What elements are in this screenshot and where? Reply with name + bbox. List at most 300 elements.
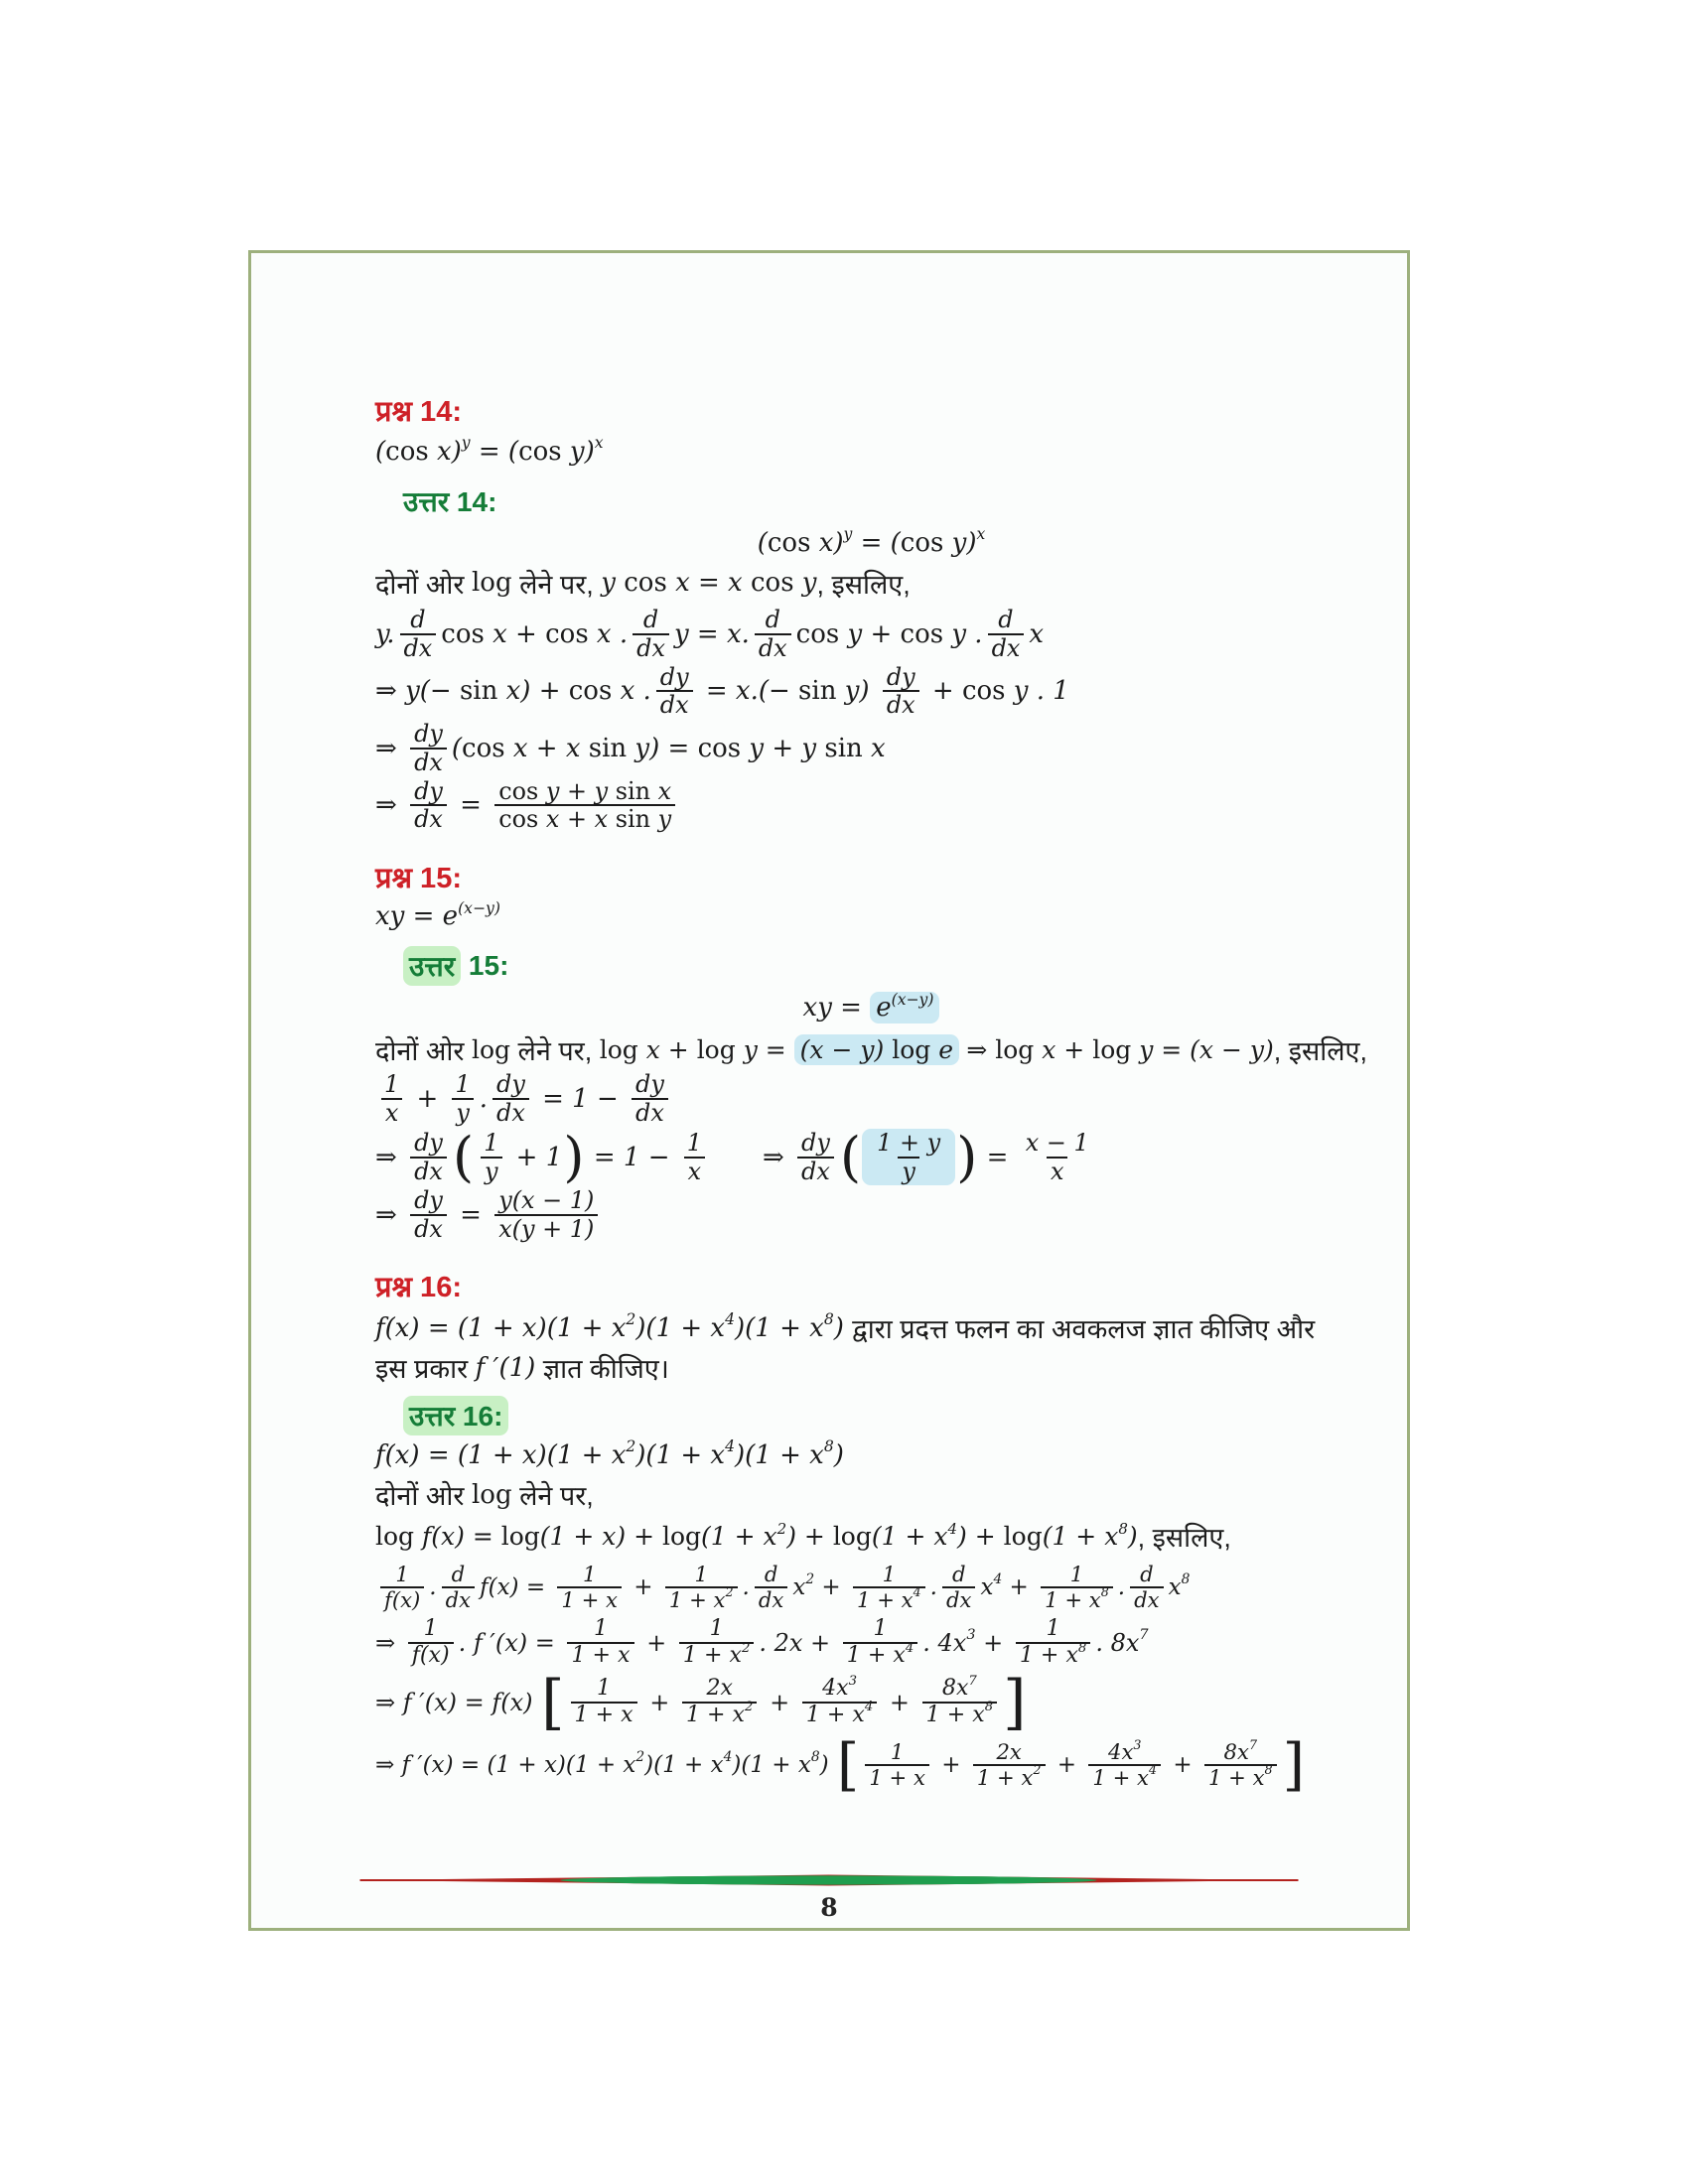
math-text: ( [451, 733, 463, 763]
denominator [408, 1642, 454, 1669]
superscript: 4 [725, 1310, 736, 1329]
math-text: + [933, 1751, 968, 1778]
denominator [802, 1702, 877, 1728]
math-text: = x.(− [697, 676, 799, 707]
fraction [922, 1673, 997, 1727]
math-text: + [975, 1629, 1011, 1658]
superscript: 4 [864, 1700, 874, 1715]
fraction [410, 1130, 447, 1185]
math-text: f(x) = (1 + x)(1 + x [375, 1312, 627, 1343]
fraction [973, 1740, 1046, 1789]
math-text: + [626, 1573, 660, 1600]
math-text: y) [836, 676, 878, 707]
denominator [942, 1586, 975, 1612]
math-text: 1 + x [561, 1586, 618, 1612]
denominator [853, 1586, 925, 1612]
fraction [682, 1677, 757, 1727]
fraction [480, 1130, 502, 1185]
fraction [755, 607, 791, 662]
equation-14-result [375, 778, 1367, 834]
math-operator: ⇒ [375, 1688, 403, 1716]
math-text: = 1 − [585, 1142, 678, 1172]
math-text: f ′(x) = f(x) [402, 1688, 541, 1716]
math-text: . 2x + [759, 1629, 838, 1658]
math-text: d [764, 1561, 778, 1586]
numerator [870, 1617, 892, 1642]
equation-15-step2 [375, 1125, 1367, 1189]
answer-16-heading [375, 1396, 1367, 1435]
math-text: 4x [1107, 1738, 1134, 1764]
numerator [494, 778, 675, 805]
numerator [593, 1677, 615, 1702]
hindi-text: इस प्रकार [375, 1354, 476, 1385]
math-text: e [876, 993, 892, 1024]
math-text: 1 + x [846, 1643, 906, 1669]
equation-q15-given [375, 896, 1367, 936]
math-text: 1 [423, 1616, 438, 1642]
math-text: dx [496, 1099, 525, 1128]
denominator [481, 1157, 502, 1185]
math-text: dx [635, 1099, 664, 1128]
equation-16-result [375, 1730, 1367, 1798]
math-text: 1 [694, 1561, 708, 1586]
math-text: . f ′(x) = [458, 1629, 563, 1658]
fraction [632, 1071, 668, 1127]
fraction [1041, 1563, 1113, 1611]
math-operator: log [661, 1522, 702, 1552]
superscript: 8 [823, 1310, 834, 1329]
math-operator: log [599, 1034, 638, 1064]
math-operator: cos [767, 528, 811, 558]
fraction [494, 778, 675, 834]
math-text: dx [1134, 1586, 1160, 1612]
math-text: 1 [582, 1561, 597, 1586]
denominator [1204, 1764, 1277, 1790]
numerator [1066, 1563, 1087, 1586]
math-operator: sin [615, 776, 651, 805]
numerator [420, 1617, 442, 1642]
math-text: + [882, 1688, 917, 1716]
math-operator: log [696, 1034, 736, 1064]
math-text: 1 + x [805, 1702, 865, 1727]
math-text: x [862, 733, 886, 763]
fraction [571, 1677, 637, 1727]
math-text: x + x [504, 733, 589, 763]
question-15-heading [375, 857, 1367, 896]
math-text: y. [375, 618, 395, 649]
denominator [865, 1764, 929, 1790]
math-operator: ⇒ [375, 1629, 403, 1658]
numerator [706, 1617, 728, 1642]
equation-q15-restate [375, 988, 1367, 1027]
math-text: 1 + x [685, 1702, 746, 1727]
superscript: 8 [1100, 1584, 1109, 1600]
math-text: dy [414, 1128, 443, 1157]
math-text: = 1 − [533, 1084, 628, 1115]
question-16-heading [375, 1267, 1367, 1306]
numerator [762, 607, 784, 633]
math-text: = [978, 1142, 1017, 1172]
math-text: x [1029, 618, 1045, 649]
fraction [567, 1617, 633, 1668]
math-operator: cos [750, 568, 794, 598]
superscript: 7 [1248, 1736, 1258, 1752]
fraction [656, 664, 693, 720]
math-text: y [485, 1157, 498, 1185]
math-text: = [451, 790, 491, 821]
denominator [1041, 1586, 1113, 1612]
math-operator: cos [545, 618, 589, 649]
fraction [1016, 1617, 1090, 1668]
superscript: 4 [993, 1571, 1003, 1588]
math-text: dy [496, 1070, 525, 1099]
hindi-text: उत्तर [409, 951, 456, 983]
math-operator: log [500, 1522, 540, 1552]
denominator [988, 633, 1025, 662]
math-text: dx [636, 633, 665, 662]
numerator [656, 664, 693, 691]
math-text: 2x [996, 1738, 1022, 1764]
denominator [400, 633, 437, 662]
hindi-text: , इसलिए, [1273, 1035, 1367, 1066]
math-text: y . [943, 618, 983, 649]
math-text: x = x [666, 568, 751, 598]
hindi-text: प्रश्न 15: [375, 862, 462, 894]
superscript: 8 [810, 1748, 820, 1765]
hindi-text: , इसलिए, [816, 569, 911, 600]
superscript: 8 [984, 1700, 994, 1715]
stretch-delimiter: [ [541, 1667, 565, 1737]
math-text: ) [833, 1439, 844, 1470]
superscript: 8 [1077, 1640, 1087, 1656]
math-text: = ( [852, 528, 901, 558]
stretch-delimiter: ( [452, 1125, 475, 1189]
denominator [494, 1214, 598, 1243]
math-text: y) [943, 528, 977, 558]
superscript: x [594, 434, 604, 453]
math-text: x [687, 1157, 702, 1185]
numerator [452, 1071, 475, 1098]
superscript: 4 [905, 1640, 914, 1656]
math-text: + 1 [507, 1142, 563, 1172]
superscript: 3 [1133, 1736, 1142, 1752]
math-text: 1 [384, 1070, 400, 1099]
superscript: 2 [626, 1437, 636, 1456]
math-text: d [410, 606, 426, 633]
math-text: 1 + y [877, 1128, 941, 1157]
math-text: )(1 + x [732, 1751, 811, 1778]
math-text: y + y [741, 733, 825, 763]
math-text: x(y + 1) [498, 1215, 595, 1244]
denominator [494, 804, 675, 833]
numerator [494, 1187, 598, 1214]
superscript: 2 [1033, 1762, 1042, 1778]
math-text: ) [1127, 1522, 1138, 1552]
math-text: d [1140, 1561, 1154, 1586]
math-operator: cos [961, 676, 1006, 707]
fraction [665, 1563, 738, 1611]
numerator [480, 1130, 502, 1157]
numerator [579, 1563, 600, 1586]
math-text: ) [819, 1751, 836, 1778]
math-text: d [642, 606, 659, 633]
text-take-log-15 [375, 1029, 1367, 1069]
stretch-delimiter: ( [839, 1125, 862, 1189]
numerator [492, 1071, 529, 1098]
math-text: ( [757, 528, 768, 558]
math-text: dx [445, 1586, 472, 1612]
math-text: x + [1034, 1034, 1093, 1064]
denominator [973, 1764, 1046, 1790]
fraction [410, 721, 447, 776]
equation-q16-restate [375, 1435, 1367, 1475]
math-text: e [930, 1034, 954, 1064]
math-text: 1 [873, 1616, 888, 1642]
math-operator: ⇒ [966, 1034, 996, 1064]
denominator [492, 1098, 529, 1127]
math-text: y) [561, 437, 595, 467]
math-operator: cos [697, 733, 742, 763]
equation-15-result [375, 1187, 1367, 1243]
page-number: 8 [820, 1893, 838, 1922]
superscript: 4 [1148, 1762, 1158, 1778]
math-text: xy = [802, 993, 871, 1024]
math-text: f ′(x) = (1 + x)(1 + x [401, 1751, 636, 1778]
math-text: + [762, 1688, 797, 1716]
denominator [1016, 1642, 1090, 1669]
numerator [1104, 1736, 1145, 1764]
math-text: 1 + x [574, 1702, 633, 1727]
highlight [870, 992, 939, 1024]
denominator [633, 633, 669, 662]
numerator [683, 1130, 706, 1157]
stretch-delimiter: ] [1003, 1667, 1027, 1737]
math-operator: ⇒ [375, 1142, 406, 1172]
math-operator: sin [798, 676, 837, 707]
math-text: x . [588, 618, 629, 649]
math-text: x . [612, 676, 651, 707]
denominator [755, 1586, 787, 1612]
math-operator: log [471, 1479, 512, 1510]
math-text: 1 + x [869, 1764, 925, 1790]
math-text: y [902, 1157, 915, 1185]
math-text: dx [414, 1157, 443, 1185]
text-take-log-16 [375, 1475, 1367, 1515]
fraction [853, 1563, 925, 1611]
math-text: x + x [538, 805, 616, 834]
numerator [818, 1673, 861, 1702]
math-text: f(x) [384, 1586, 421, 1612]
worksheet-frame [248, 250, 1410, 1931]
numerator [992, 1740, 1025, 1764]
math-text: f(x) = [480, 1573, 553, 1600]
superscript: 4 [913, 1584, 921, 1600]
equation-16-step2 [375, 1617, 1367, 1668]
math-text: dy [414, 1186, 443, 1215]
math-text: dx [414, 805, 443, 834]
hindi-text: उत्तर 16: [409, 1400, 503, 1432]
math-text: dx [659, 691, 689, 720]
equation-15-step1 [375, 1071, 1367, 1127]
math-text: dx [758, 633, 787, 662]
math-operator: cos [498, 776, 539, 805]
math-text: y + [839, 618, 901, 649]
numerator [410, 1130, 447, 1157]
math-text: (1 + x [871, 1522, 948, 1552]
denominator [1130, 1586, 1163, 1612]
math-text: + [814, 1573, 849, 1600]
math-operator: log [1003, 1522, 1043, 1552]
equation-16-step1 [375, 1563, 1367, 1611]
math-text: f ′(1) [475, 1352, 536, 1383]
math-operator: cos [462, 733, 505, 763]
divider-green-lens [561, 1875, 1097, 1884]
math-text: + [641, 1688, 677, 1716]
denominator [843, 1642, 917, 1669]
hindi-text: लेने पर, [511, 1481, 594, 1512]
math-text: . [1117, 1573, 1126, 1600]
superscript: 2 [805, 1571, 815, 1588]
superscript: 3 [966, 1627, 976, 1644]
math-text: x [792, 1573, 806, 1600]
fraction [988, 607, 1025, 662]
math-text: + [408, 1084, 447, 1115]
math-text: 4x [822, 1676, 849, 1702]
numerator [948, 1563, 970, 1586]
math-operator: cos [795, 618, 840, 649]
superscript: 8 [823, 1437, 834, 1456]
math-text: x [980, 1573, 994, 1600]
math-text: y = (x − y) [1131, 1034, 1274, 1064]
hindi-text: प्रश्न 14: [375, 395, 462, 428]
text-q16-line2 [375, 1348, 1367, 1388]
superscript: 2 [725, 1584, 734, 1600]
math-text: x + [484, 618, 546, 649]
superscript: 3 [848, 1673, 857, 1689]
denominator [410, 804, 447, 833]
fraction [452, 1071, 475, 1127]
math-text: 1 [709, 1616, 724, 1642]
math-operator: log [471, 568, 512, 598]
math-operator: ⇒ [375, 790, 406, 821]
fraction [802, 1673, 877, 1727]
math-operator: log [375, 1522, 415, 1552]
equation-q14-given [375, 432, 1367, 472]
math-text: + [1050, 1751, 1084, 1778]
denominator [1088, 1764, 1161, 1790]
denominator [1047, 1157, 1067, 1185]
math-text: dy [801, 1128, 830, 1157]
decorative-divider [360, 1872, 1299, 1888]
numerator [391, 1563, 412, 1586]
math-text: . [429, 1573, 437, 1600]
math-text: + [1166, 1751, 1199, 1778]
fraction [1022, 1130, 1093, 1185]
equation-14-step3 [375, 721, 1367, 776]
math-text: x) [810, 528, 844, 558]
hindi-text: उत्तर 14: [403, 486, 497, 517]
denominator [883, 690, 919, 719]
math-text: )(1 + x [735, 1439, 824, 1470]
stretch-delimiter: ) [956, 1125, 978, 1189]
highlight [403, 946, 461, 986]
equation-16-step3 [375, 1667, 1367, 1737]
math-text: dy [635, 1070, 664, 1099]
math-text: ) + [786, 1522, 833, 1552]
math-operator: log [471, 1034, 511, 1064]
fraction [557, 1563, 622, 1611]
superscript: 4 [723, 1748, 733, 1765]
math-text: ( [375, 437, 386, 467]
math-operator: ⇒ [375, 1200, 406, 1231]
math-text: 1 [890, 1738, 905, 1764]
math-text: )(1 + x [735, 1312, 824, 1343]
hindi-text: , इसलिए, [1137, 1523, 1231, 1554]
math-text: f(x) = (1 + x)(1 + x [375, 1439, 627, 1470]
math-text: dx [403, 633, 433, 662]
math-text: + [638, 1629, 674, 1658]
math-operator: log [995, 1034, 1035, 1064]
denominator [410, 1214, 447, 1243]
equation-14-step2 [375, 664, 1367, 720]
math-text: 1 [1046, 1616, 1060, 1642]
numerator [994, 607, 1017, 633]
math-text: )(1 + x [635, 1312, 726, 1343]
math-text: 1 [597, 1676, 612, 1702]
superscript: 2 [626, 1310, 636, 1329]
math-text: = ( [470, 437, 519, 467]
math-text: dx [991, 633, 1021, 662]
math-text: (x − y) [799, 1034, 893, 1064]
math-operator: cos [518, 437, 562, 467]
numerator [1022, 1130, 1093, 1157]
fraction [492, 1071, 529, 1127]
numerator [410, 721, 447, 748]
superscript: 7 [968, 1673, 977, 1689]
highlight [862, 1129, 955, 1186]
math-operator: log [1092, 1034, 1132, 1064]
denominator [679, 1642, 754, 1669]
fraction [494, 1187, 598, 1243]
math-text: )(1 + x [644, 1751, 724, 1778]
math-operator: sin [615, 805, 650, 834]
math-text: x + [637, 1034, 697, 1064]
math-operator: ⇒ [375, 733, 406, 763]
numerator [1220, 1736, 1261, 1764]
numerator [797, 1130, 834, 1157]
numerator [702, 1677, 737, 1702]
math-text: y [456, 1099, 470, 1128]
fraction [843, 1617, 917, 1668]
fraction [380, 1071, 403, 1127]
math-text: 1 [484, 1128, 499, 1157]
math-text: (1 + x) + [539, 1522, 662, 1552]
math-text: 1 [686, 1128, 702, 1157]
math-text: + [923, 676, 962, 707]
denominator [380, 1586, 424, 1612]
math-text: 1 + x [571, 1643, 631, 1669]
math-text: xy = e [375, 901, 459, 932]
equation-16-log-expand [375, 1517, 1367, 1557]
math-text: x − 1 [1025, 1128, 1089, 1157]
numerator [690, 1563, 711, 1586]
numerator [938, 1673, 981, 1702]
fraction [865, 1740, 929, 1789]
fraction [683, 1130, 706, 1185]
math-text: y = x. [673, 618, 750, 649]
superscript: (x−y) [458, 898, 500, 917]
math-text: y [601, 568, 625, 598]
